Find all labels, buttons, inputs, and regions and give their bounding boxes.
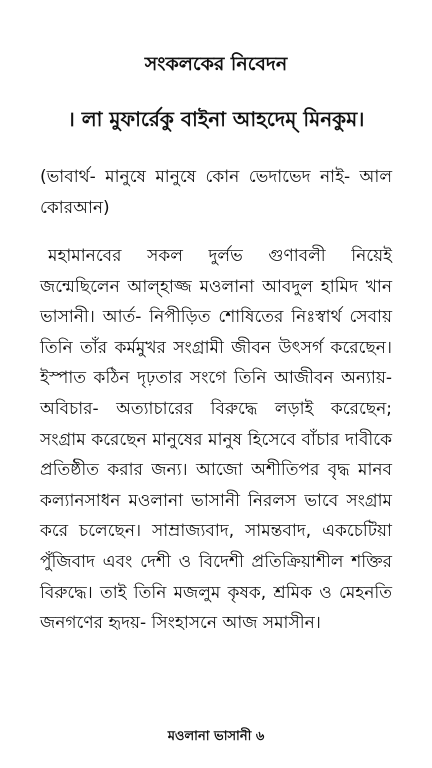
body-paragraph: মহামানবের সকল দুর্লভ গুণাবলী নিয়েই জন্মেছিলেন আল্হাজ্জ মওলানা আবদুল হামিদ খান ভাসানী। আর্ত- নিপীড়িত শোষিতের নিঃস্বার্থ সেবায় তিনি তাঁর কর্মমুখর সংগ্রামী জীবন উৎসর্গ করেছেন। ইস্পাত কঠিন দৃঢ়তার সংগে তিনি আজীবন অন্যায়- অবিচার- অত্যাচারের বিরুদ্ধে লড়াই করেছেন; সংগ্রাম করেছেন মানুষের মানুষ হিসেবে বাঁচার দাবীকে প্রতিষ্ঠীত করার জন্য। আজো অশীতিপর বৃদ্ধ মানব কল্যানসাধন মওলানা ভাসানী নিরলস ভাবে সংগ্রাম করে চলেছেন। সাম্রাজ্যবাদ, সামন্তবাদ, একচেটিয়া পুঁজিবাদ এবং দেশী ও বিদেশী প্রতিক্রিয়াশীল শক্তির বিরুদ্ধে। তাই তিনি মজলুম কৃষক, শ্রমিক ও মেহনতি জনগণের হৃদয়- সিংহাসনে আজ সমাসীন। xyxy=(40,246,392,634)
quote-meaning: (ভাবার্থ- মানুষে মানুষে কোন ভেদাভেদ নাই- আল কোরআন) xyxy=(40,167,392,218)
page-title: সংকলকের নিবেদন xyxy=(144,53,288,75)
page-footer: মওলানা ভাসানী ৬ xyxy=(167,729,265,744)
quote-heading: । লা মুফার্রেকু বাইনা আহদেম্ মিনকুম। xyxy=(67,107,365,131)
